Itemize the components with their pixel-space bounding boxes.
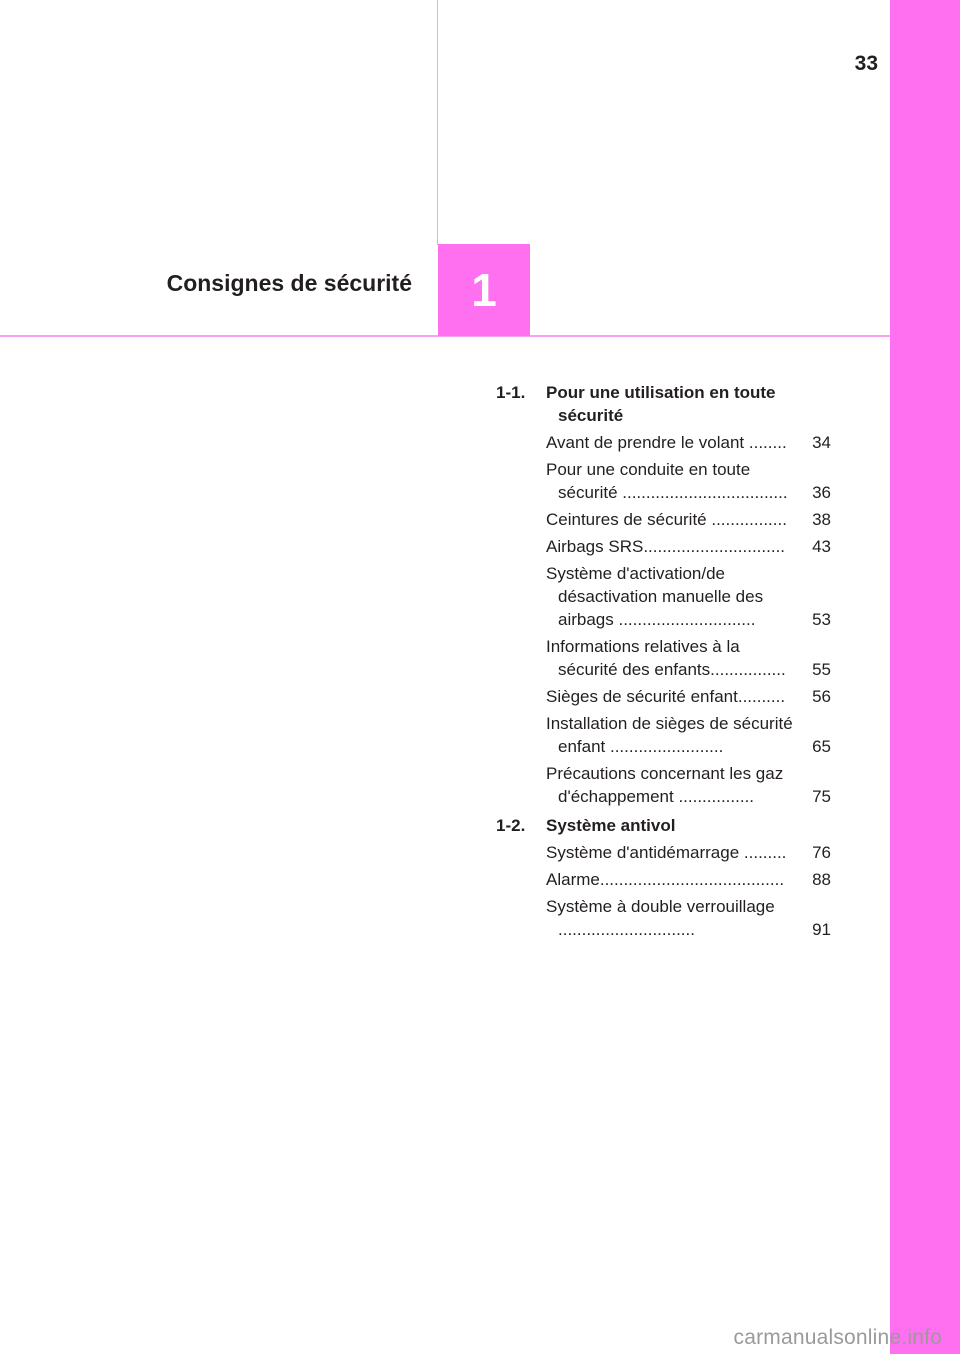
entry-page-number: 43 <box>812 537 831 556</box>
chapter-title: Consignes de sécurité <box>166 270 412 296</box>
section-number: 1-1. <box>496 383 526 402</box>
entry-page-number: 88 <box>812 870 831 889</box>
entry-title: Système d'antidémarrage ......... <box>546 843 787 862</box>
entry-page-number: 56 <box>812 687 831 706</box>
page-number: 33 <box>854 52 878 75</box>
watermark-text: carmanualsonline.info <box>733 1326 942 1349</box>
entry-title: Avant de prendre le volant ........ <box>546 433 787 452</box>
chapter-number-box: 1 <box>438 244 530 336</box>
entry-page-number: 34 <box>812 433 831 452</box>
entry-title: Système à double verrouillage ............................. <box>546 897 775 939</box>
toc-entry[interactable] <box>546 762 831 808</box>
toc-entry[interactable] <box>546 431 831 454</box>
section-number: 1-2. <box>496 816 526 835</box>
chapter-side-tab <box>890 0 960 1354</box>
entry-title: Informations relatives à la sécurité des enfants................ <box>546 637 786 679</box>
toc-entry[interactable] <box>546 841 831 864</box>
toc-entry[interactable] <box>546 458 831 504</box>
section-title: Système antivol <box>546 816 676 835</box>
entry-title: Pour une conduite en toute sécurité ................................... <box>546 460 788 502</box>
entry-page-number: 53 <box>812 610 831 629</box>
toc-section-header[interactable] <box>496 381 831 427</box>
toc-entry[interactable] <box>546 535 831 558</box>
toc-entry[interactable] <box>546 868 831 891</box>
entry-page-number: 75 <box>812 787 831 806</box>
toc-entry[interactable] <box>546 562 831 631</box>
table-of-contents <box>496 381 831 945</box>
entry-title: Système d'activation/de désactivation manuelle des airbags ............................. <box>546 564 764 629</box>
toc-entry[interactable] <box>546 635 831 681</box>
entry-page-number: 65 <box>812 737 831 756</box>
entry-title: Précautions concernant les gaz d'échappement ................ <box>546 764 784 806</box>
toc-entry[interactable] <box>546 895 831 941</box>
section-title: Pour une utilisation en toute sécurité <box>546 383 776 425</box>
entry-page-number: 36 <box>812 483 831 502</box>
header-divider-vertical <box>437 0 438 245</box>
entry-title: Ceintures de sécurité ................ <box>546 510 787 529</box>
entry-title: Sièges de sécurité enfant.......... <box>546 687 786 706</box>
toc-entry[interactable] <box>546 712 831 758</box>
toc-entry[interactable] <box>546 508 831 531</box>
toc-section-header[interactable] <box>496 814 831 837</box>
entry-page-number: 76 <box>812 843 831 862</box>
entry-title: Alarme....................................... <box>546 870 785 889</box>
toc-entry[interactable] <box>546 685 831 708</box>
entry-page-number: 38 <box>812 510 831 529</box>
entry-page-number: 55 <box>812 660 831 679</box>
entry-page-number: 91 <box>812 920 831 939</box>
entry-title: Installation de sièges de sécurité enfant ........................ <box>546 714 793 756</box>
entry-title: Airbags SRS.............................. <box>546 537 786 556</box>
